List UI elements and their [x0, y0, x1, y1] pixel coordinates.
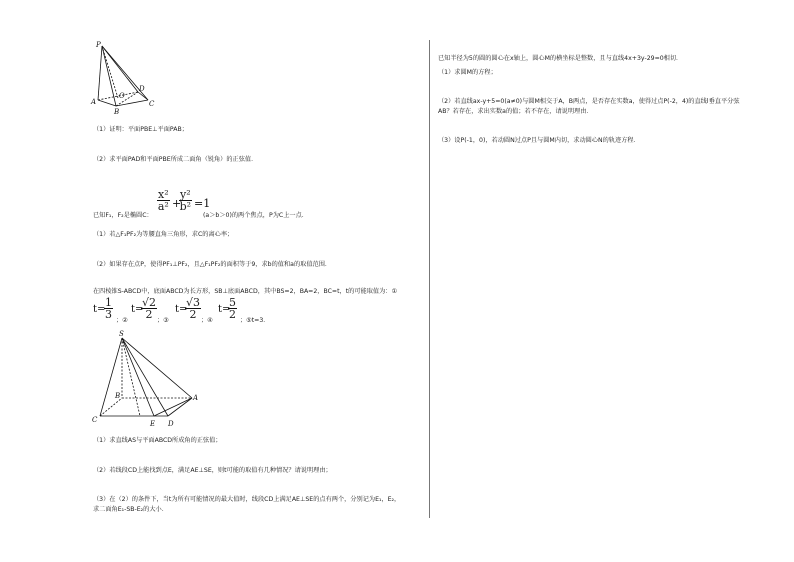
option2-t-eq: t= [131, 304, 144, 315]
problem1-question2: （2）求平面PAD和平面PBE所成二面角（锐角）的正弦值． [93, 156, 258, 163]
ellipse-plus: + [172, 197, 182, 210]
ellipse-equals-one: =1 [194, 197, 211, 210]
pyramid-figure-2 [88, 330, 208, 432]
fig1-label-d: D [139, 85, 145, 93]
fig1-label-p: P [96, 41, 101, 49]
fig2-label-a: A [193, 394, 199, 402]
fig1-label-b: B [114, 108, 120, 116]
option2-separator: ；③ [157, 317, 169, 324]
option3-fraction: $\frac{√3}{2}$ [186, 296, 201, 321]
problem3-intro: 在四棱锥S-ABCD中，底面ABCD为长方形，SB⊥底面ABCD，其中BS=2，BA=2，BC=t，t的可能取值为：① [93, 288, 398, 295]
problem4-question3: （3）设P(-1，0)，若动圆N过点P且与圆M内切，求动圆心N的轨迹方程． [438, 137, 640, 144]
problem3-question2: （2）若线段CD上能找到点E，满足AE⊥SE，则t可能的取值有几种情况？请说明理由； [93, 467, 332, 474]
fig2-label-e: E [150, 420, 156, 428]
problem4-intro: 已知半径为5的圆的圆心在x轴上，圆心M的横坐标是整数，且与直线4x+3y-29=0相切． [438, 55, 683, 62]
problem2-condition: (a＞b＞0)的两个焦点，P为C上一点． [203, 212, 308, 219]
problem1-question1: （1）证明：平面PBE⊥平面PAB； [93, 126, 188, 133]
option2-fraction: $\frac{√2}{2}$ [142, 296, 157, 321]
fig2-label-d: D [168, 420, 174, 428]
ellipse-y-term: $\frac{\text{y²}}{\text{b²}}$ [179, 188, 192, 213]
problem2-question2: （2）如果存在点P，使得PF₁⊥PF₂，且△F₁PF₂的面积等于9，求b的值和a的取值范围． [93, 261, 332, 268]
option3-t-eq: t= [175, 304, 188, 315]
problem3-question3-line2: 求二面角E₁-SB-E₂的大小． [93, 506, 168, 513]
fig2-label-c: C [92, 416, 98, 424]
fig2-label-s: S [119, 330, 124, 338]
column-divider [429, 40, 430, 518]
problem4-question1: （1）求圆M的方程； [438, 69, 497, 76]
problem2-question1: （1）若△F₁PF₂为等腰直角三角形，求C的离心率； [93, 231, 234, 238]
pyramid-figure-1 [88, 40, 158, 116]
option3-separator: ；④ [201, 317, 213, 324]
option4-tail: ；⑤t=3． [240, 317, 270, 324]
problem3-question1: （1）求直线AS与平面ABCD所成角的正弦值； [93, 437, 222, 444]
fig1-label-a: A [91, 98, 97, 106]
problem4-question2-line2: AB？若存在，求出实数a的值；若不存在，请说明理由． [438, 108, 593, 115]
fig1-label-c: C [149, 100, 155, 108]
problem2-intro: 已知F₁，F₂是椭圆C： [93, 212, 153, 219]
option1-t-eq: t= [93, 304, 106, 315]
problem4-question2-line1: （2）若直线ax-y+5=0(a≠0)与圆M相交于A，B两点，是否存在实数a，使得过点P(-2，4)的直线l垂直平分弦 [438, 98, 740, 105]
option1-fraction: $\frac{1}{3}$ [105, 296, 112, 321]
option1-separator: ；② [116, 317, 128, 324]
option4-t-eq: t= [218, 304, 231, 315]
problem3-question3-line1: （3）在（2）的条件下，当t为所有可能情况的最大值时，线段CD上满足AE⊥SE的点有两个，分别记为E₁，E₂， [93, 496, 401, 503]
option4-fraction: $\frac{5}{2}$ [229, 296, 236, 321]
fig2-label-b: B [115, 392, 121, 400]
ellipse-x-term: $\frac{\text{x²}}{\text{a²}}$ [157, 188, 169, 213]
fig1-label-o: O [119, 92, 125, 100]
